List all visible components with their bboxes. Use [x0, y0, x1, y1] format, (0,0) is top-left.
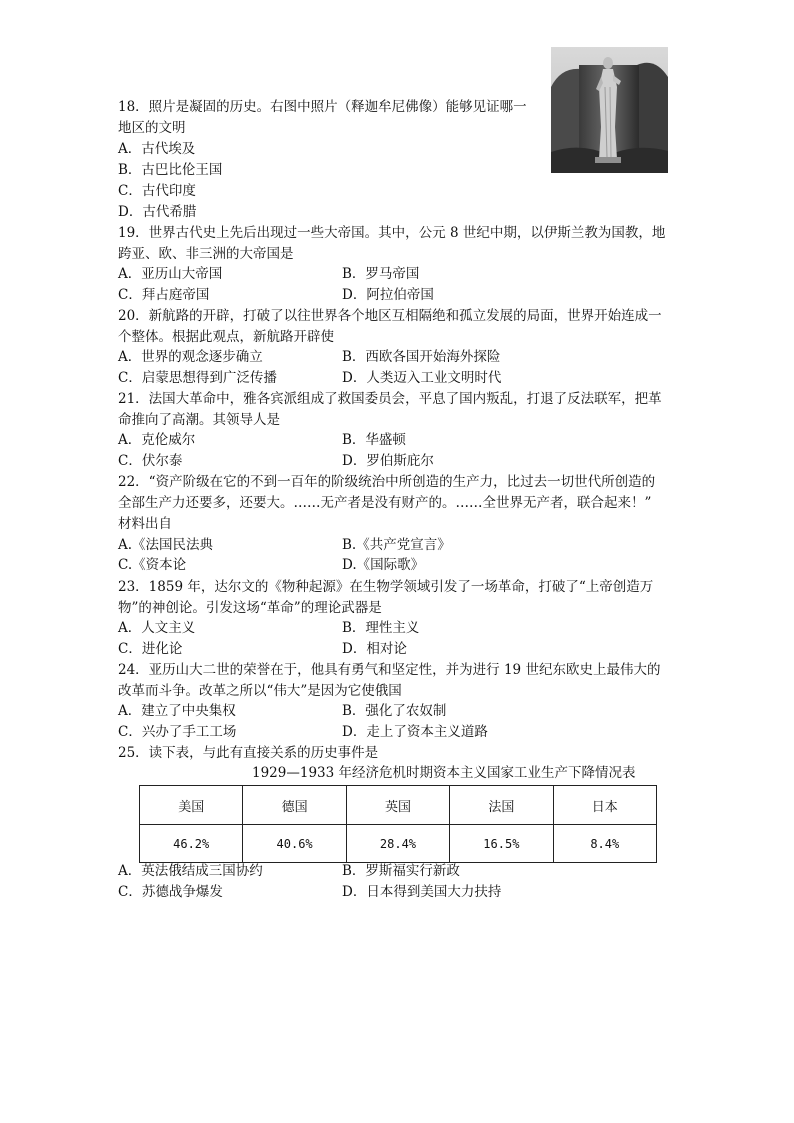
- q21-option-c[interactable]: C．伏尔泰: [118, 453, 183, 469]
- table-header-cell: 英国: [346, 786, 449, 825]
- q25-option-a[interactable]: A．英法俄结成三国协约: [118, 863, 263, 879]
- q24-option-a[interactable]: A．建立了中央集权: [118, 703, 236, 719]
- table-header-cell: 德国: [243, 786, 346, 825]
- q22-option-c[interactable]: C.《资本论: [118, 557, 187, 573]
- q20-option-a[interactable]: A．世界的观念逐步确立: [118, 349, 263, 365]
- q23-option-b[interactable]: B．理性主义: [342, 620, 420, 636]
- q23-stem-cont: 物”的神创论。引发这场“革命”的理论武器是: [118, 600, 382, 616]
- q21-option-a[interactable]: A．克伦威尔: [118, 432, 196, 448]
- q22-option-a[interactable]: A.《法国民法典: [118, 537, 214, 553]
- q18-option-c[interactable]: C．古代印度: [118, 183, 196, 199]
- q21-stem: 21．法国大革命中，雅各宾派组成了救国委员会，平息了国内叛乱，打退了反法联军，把革: [118, 391, 662, 407]
- table-header-cell: 法国: [450, 786, 553, 825]
- table-cell: 40.6%: [243, 825, 346, 863]
- q19-stem-cont: 跨亚、欧、非三洲的大帝国是: [118, 246, 294, 262]
- table-cell: 28.4%: [346, 825, 449, 863]
- q20-stem-cont: 个整体。根据此观点，新航路开辟使: [118, 329, 334, 345]
- q23-option-a[interactable]: A．人文主义: [118, 620, 196, 636]
- q24-option-c[interactable]: C．兴办了手工工场: [118, 724, 237, 740]
- q22-stem-cont: 全部生产力还要多，还要大。……无产者是没有财产的。……全世界无产者，联合起来！”: [118, 495, 652, 511]
- q20-option-c[interactable]: C．启蒙思想得到广泛传播: [118, 370, 277, 386]
- q19-option-a[interactable]: A．亚历山大帝国: [118, 266, 223, 282]
- table-row: [140, 825, 657, 863]
- q22-option-b[interactable]: B.《共产党宣言》: [342, 537, 451, 553]
- q23-option-d[interactable]: D．相对论: [342, 641, 407, 657]
- q18-option-d[interactable]: D．古代希腊: [118, 204, 197, 220]
- q24-stem: 24．亚历山大二世的荣誉在于，他具有勇气和坚定性，并为进行 19 世纪东欧史上最伟大的: [118, 662, 661, 678]
- table-cell: 46.2%: [140, 825, 243, 863]
- q23-option-c[interactable]: C．进化论: [118, 641, 183, 657]
- table-cell: 16.5%: [450, 825, 553, 863]
- q25-option-b[interactable]: B．罗斯福实行新政: [342, 863, 460, 879]
- table-header-row: [140, 786, 657, 825]
- q22-option-d[interactable]: D.《国际歌》: [342, 557, 425, 573]
- industrial-decline-table: [139, 785, 657, 863]
- q23-stem: 23．1859 年，达尔文的《物种起源》在生物学领域引发了一场革命，打破了“上帝创造万: [118, 579, 654, 595]
- q18-option-a[interactable]: A．古代埃及: [118, 141, 196, 157]
- table-header-cell: 日本: [553, 786, 656, 825]
- q24-option-d[interactable]: D．走上了资本主义道路: [342, 724, 488, 740]
- q25-option-c[interactable]: C．苏德战争爆发: [118, 884, 223, 900]
- q19-option-d[interactable]: D．阿拉伯帝国: [342, 287, 434, 303]
- q20-option-b[interactable]: B．西欧各国开始海外探险: [342, 349, 501, 365]
- table-cell: 8.4%: [553, 825, 656, 863]
- q19-option-b[interactable]: B．罗马帝国: [342, 266, 420, 282]
- q21-stem-cont: 命推向了高潮。其领导人是: [118, 412, 280, 428]
- q18-stem: 18．照片是凝固的历史。右图中照片（释迦牟尼佛像）能够见证哪一: [118, 99, 527, 115]
- q18-option-b[interactable]: B．古巴比伦王国: [118, 162, 223, 178]
- q21-option-d[interactable]: D．罗伯斯庇尔: [342, 453, 434, 469]
- q20-option-d[interactable]: D．人类迈入工业文明时代: [342, 370, 502, 386]
- q18-stem-cont: 地区的文明: [118, 120, 186, 136]
- q24-stem-cont: 改革而斗争。改革之所以“伟大”是因为它使俄国: [118, 683, 402, 699]
- table-header-cell: 美国: [140, 786, 243, 825]
- q21-option-b[interactable]: B．华盛顿: [342, 432, 406, 448]
- table-caption: 1929—1933 年经济危机时期资本主义国家工业生产下降情况表: [252, 765, 636, 781]
- q25-stem: 25．读下表，与此有直接关系的历史事件是: [118, 745, 379, 761]
- q25-option-d[interactable]: D．日本得到美国大力扶持: [342, 884, 502, 900]
- q19-option-c[interactable]: C．拜占庭帝国: [118, 287, 210, 303]
- q19-stem: 19．世界古代史上先后出现过一些大帝国。其中，公元 8 世纪中期，以伊斯兰教为国教，地: [118, 225, 666, 241]
- q24-option-b[interactable]: B．强化了农奴制: [342, 703, 447, 719]
- q20-stem: 20．新航路的开辟，打破了以往世界各个地区互相隔绝和孤立发展的局面，世界开始连成一: [118, 308, 662, 324]
- q22-stem-source: 材料出自: [118, 516, 172, 532]
- q22-stem: 22．“资产阶级在它的不到一百年的阶级统治中所创造的生产力，比过去一切世代所创造的: [118, 474, 656, 490]
- buddha-statue-photo: [551, 47, 668, 173]
